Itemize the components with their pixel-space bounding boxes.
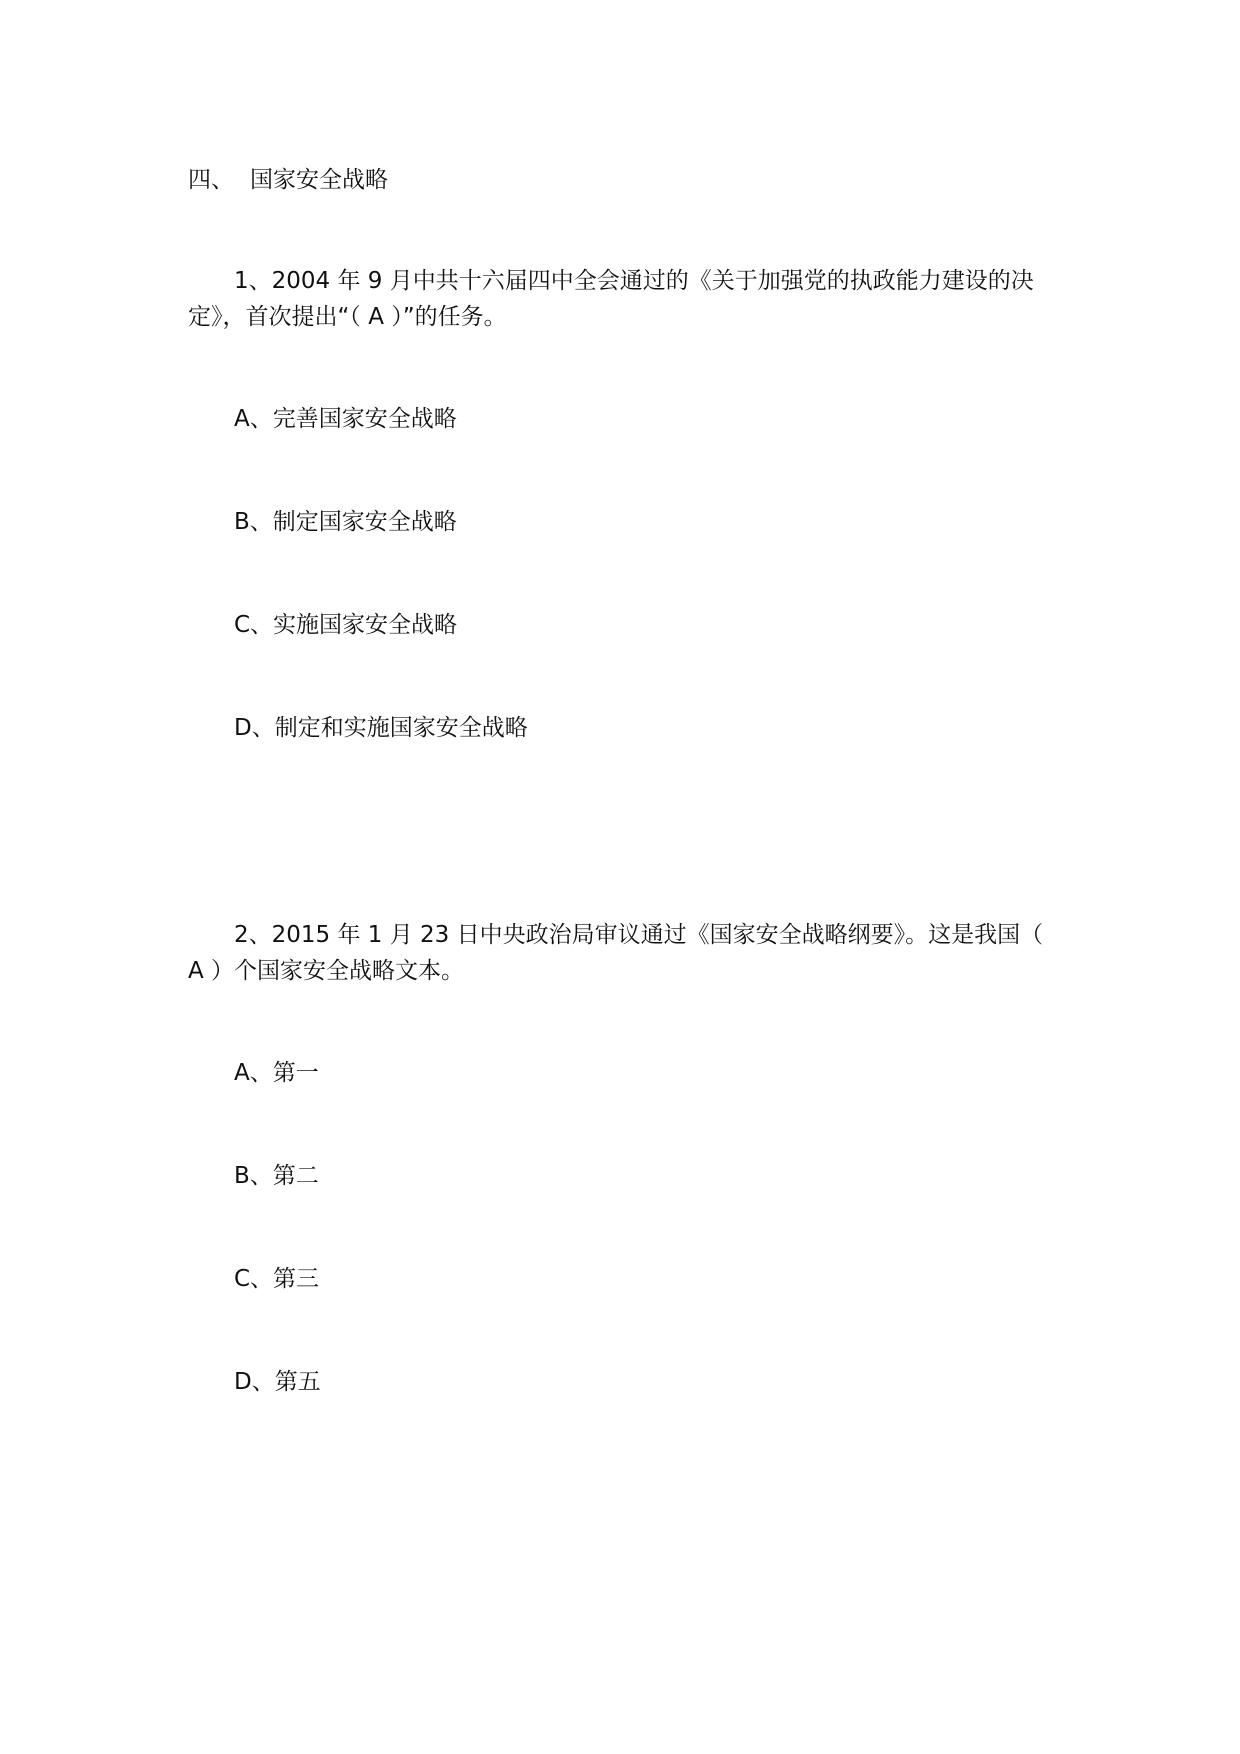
question-2-option-a: A、第一 (234, 1060, 319, 1086)
question-2-option-c: C、第三 (234, 1266, 320, 1292)
question-2-option-d: D、第五 (234, 1369, 321, 1395)
question-2-text: 2、2015 年 1 月 23 日中央政治局审议通过《国家安全战略纲要》。这是我国（ A ）个国家安全战略文本。 (188, 922, 1044, 984)
section-heading (188, 163, 388, 197)
section-number: 四、 (188, 167, 234, 193)
section-title: 国家安全战略 (250, 167, 388, 193)
question-1-option-a: A、完善国家安全战略 (234, 406, 457, 432)
question-1-option-d: D、制定和实施国家安全战略 (234, 715, 528, 741)
question-1-text: 1、2004 年 9 月中共十六届四中全会通过的《关于加强党的执政能力建设的决定》，首次提出“（ A ）”的任务。 (188, 268, 1034, 330)
question-1-option-c: C、实施国家安全战略 (234, 612, 458, 638)
question-2-option-b: B、第二 (234, 1163, 319, 1189)
question-1-option-b: B、制定国家安全战略 (234, 509, 457, 535)
